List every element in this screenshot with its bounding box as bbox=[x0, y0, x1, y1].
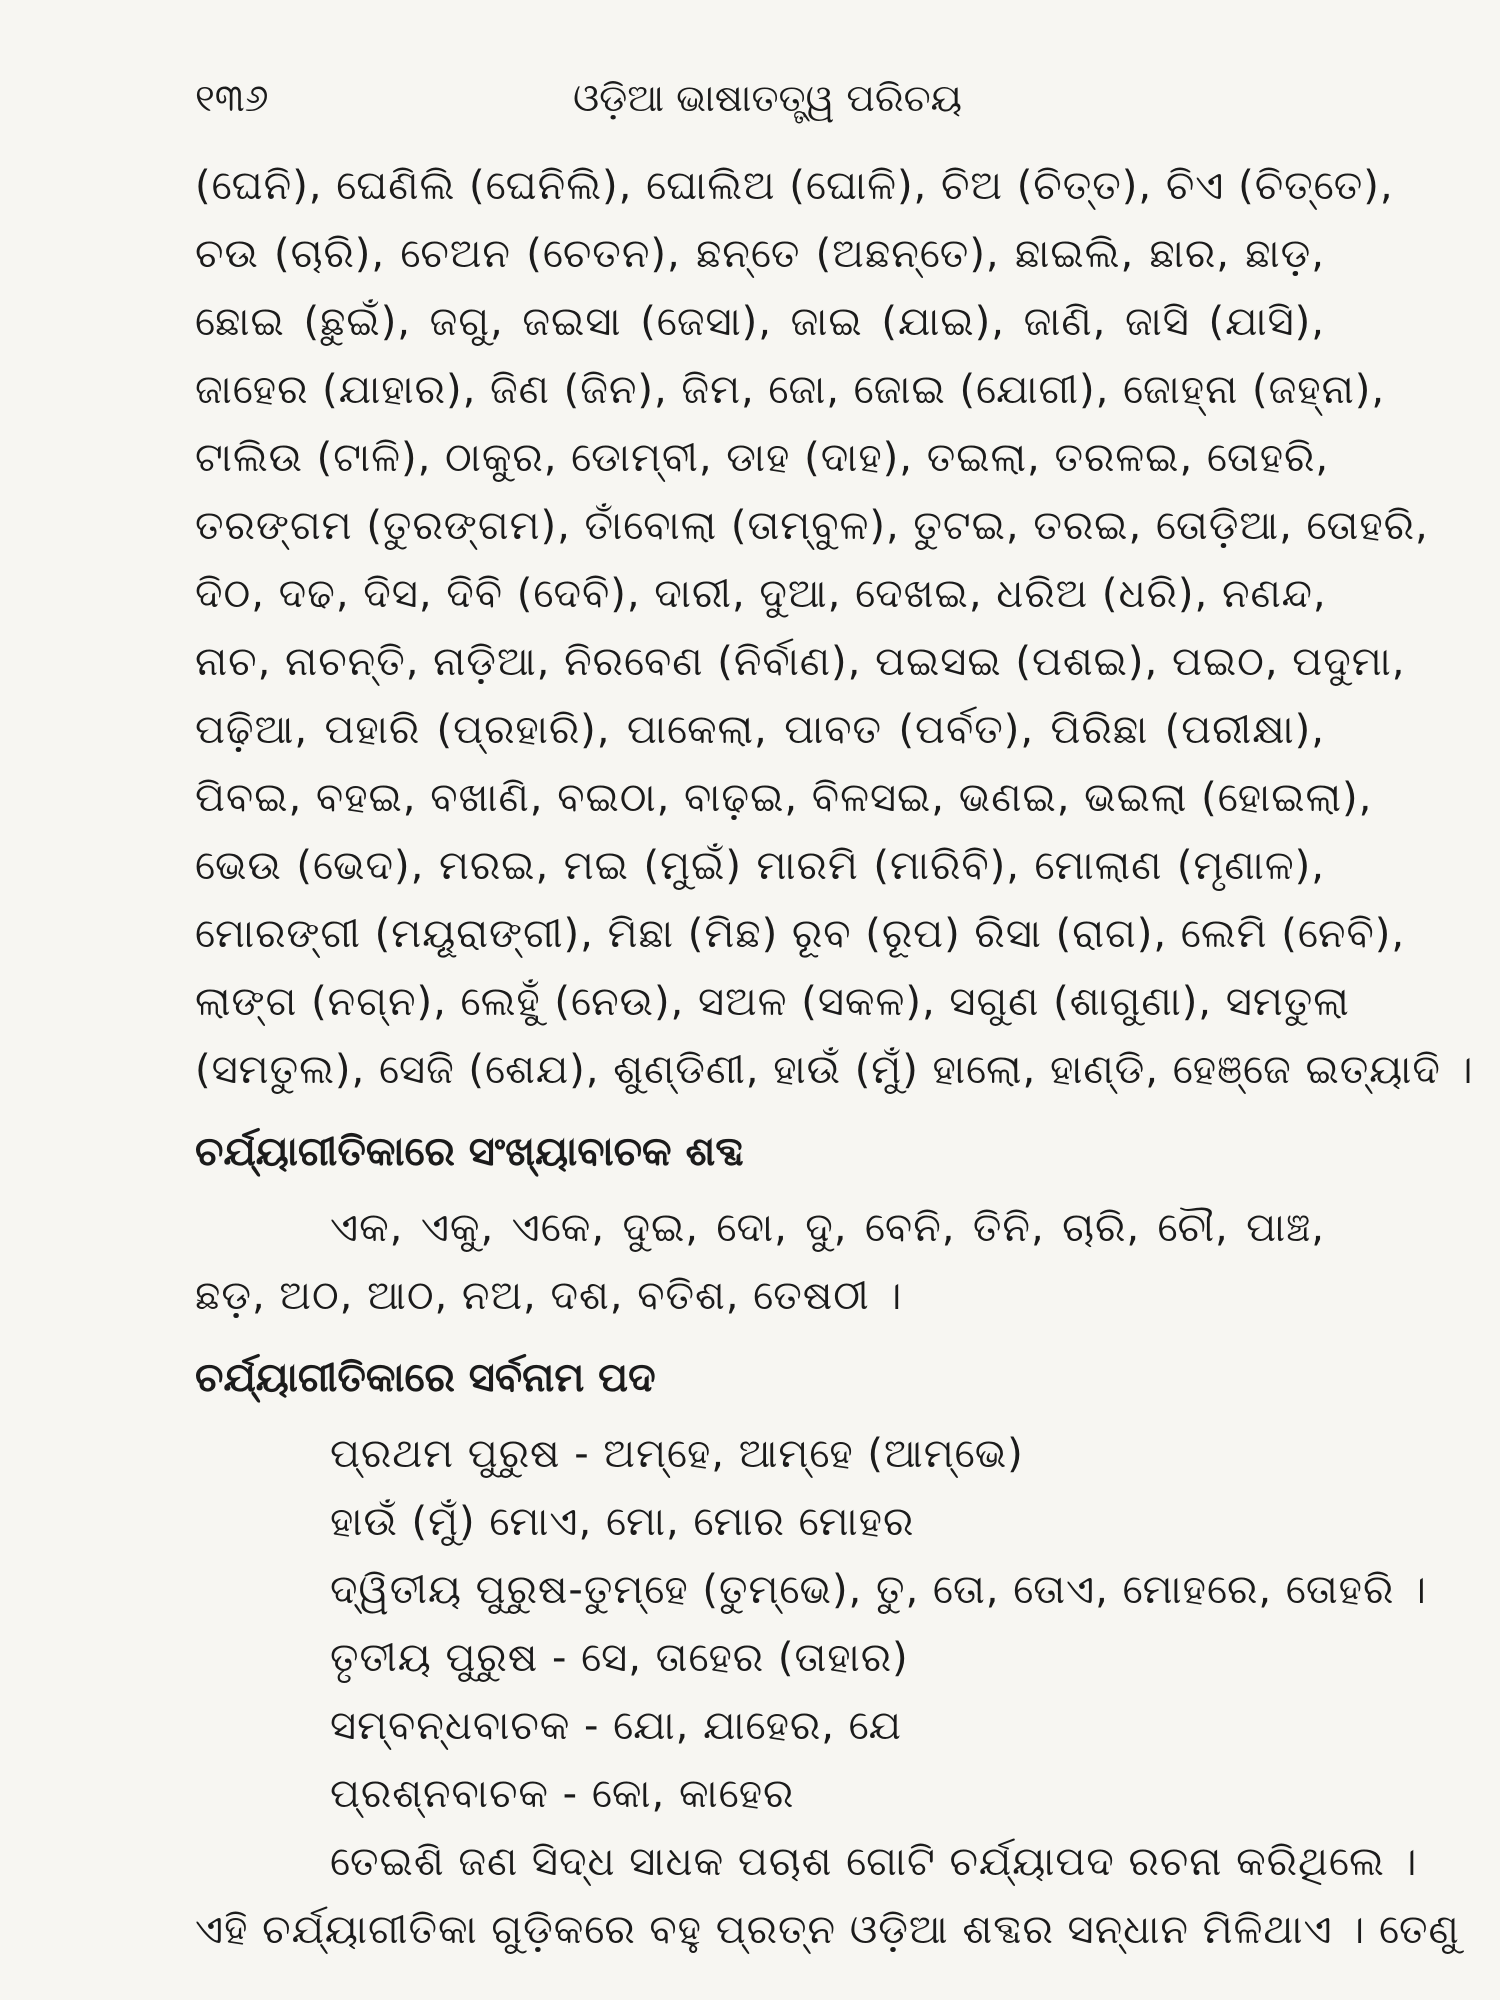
text-line: ଭେଉ (ଭେଦ), ମରଇ, ମଇ (ମୁଇଁ) ମାରମି (ମାରିବି), ମୋଲାଣ (ମୃଣାଳ), bbox=[195, 843, 1325, 889]
body-text bbox=[195, 152, 1474, 1964]
list-item: ଦ୍ୱିତୀୟ ପୁରୁଷ-ତୁମ୍ହେ (ତୁମ୍ଭେ), ତୁ, ତୋ, ତୋଏ, ମୋହରେ, ତୋହରି । bbox=[330, 1567, 1427, 1613]
text-line: ତେଇଶି ଜଣ ସିଦ୍ଧ ସାଧକ ପଚାଶ ଗୋଟି ଚର୍ଯ୍ୟାପଦ ରଚନା କରିଥିଲେ । bbox=[330, 1839, 1418, 1885]
text-line: ଏକ, ଏକୁ, ଏକେ, ଦୁଇ, ଦୋ, ଦୁ, ବେନି, ତିନି, ଚାରି, ଚୌ, ପାଞ୍ଚ, bbox=[330, 1205, 1325, 1251]
text-line: ଟାଲିଉ (ଟାଳି), ଠାକୁର, ଡୋମ୍ବୀ, ଡାହ (ଦାହ), ତଇଲା, ତରଳଇ, ତୋହରି, bbox=[195, 435, 1330, 481]
text-line: ମୋରଙ୍ଗୀ (ମୟୂରାଙ୍ଗୀ), ମିଛା (ମିଛ) ରୂବ (ରୂପ) ରିସା (ରାଗ), ଲେମି (ନେବି), bbox=[195, 911, 1406, 957]
text-line: (ସମତୁଲ), ସେଜି (ଶେଯ), ଶୁଣ୍ଡିଣୀ, ହାଉଁ (ମୁଁ) ହାଲୋ, ହାଣ୍ଡି, ହେଞ୍ଜେ ଇତ୍ୟାଦି । bbox=[195, 1047, 1474, 1093]
text-line: ଚଉ (ଚାରି), ଚେଅନ (ଚେତନ), ଛନ୍ତେ (ଅଛନ୍ତେ), ଛାଇଲି, ଛାର, ଛାଡ଼, bbox=[195, 231, 1325, 277]
running-title: ଓଡ଼ିଆ ଭାଷାତତ୍ତ୍ୱ ପରିଚୟ bbox=[572, 76, 963, 120]
section-heading-numerals: ଚର୍ଯ୍ୟାଗୀତିକାରେ ସଂଖ୍ୟାବାଚକ ଶବ୍ଦ bbox=[195, 1129, 744, 1175]
text-line: ତରଙ୍ଗମ (ତୁରଙ୍ଗମ), ତାଁବୋଲା (ତାମ୍ବୁଳ), ତୁଟଇ, ତରଇ, ତୋଡ଼ିଆ, ତୋହରି, bbox=[195, 503, 1429, 549]
section-heading-pronouns: ଚର୍ଯ୍ୟାଗୀତିକାରେ ସର୍ବନାମ ପଦ bbox=[195, 1355, 656, 1401]
text-line: ନାଚ, ନାଚନ୍ତି, ନାଡ଼ିଆ, ନିରବେଣ (ନିର୍ବାଣ), ପଇସଇ (ପଶଇ), ପଇଠ, ପଦୁମା, bbox=[195, 639, 1406, 685]
closing-paragraph bbox=[195, 1828, 1460, 1964]
list-item: ପ୍ରଥମ ପୁରୁଷ - ଅମ୍ହେ, ଆମ୍ହେ (ଆମ୍ଭେ) bbox=[330, 1431, 1024, 1477]
word-list-paragraph bbox=[195, 152, 1474, 1104]
numerals-paragraph bbox=[195, 1194, 1325, 1330]
list-item: ପ୍ରଶ୍ନବାଚକ - କୋ, କାହେର bbox=[330, 1771, 795, 1817]
text-line: (ଘେନି), ଘେଣିଲି (ଘେନିଲି), ଘୋଲିଅ (ଘୋଳି), ଚିଅ (ଚିତ୍ତ), ଚିଏ (ଚିତ୍ତେ), bbox=[195, 163, 1394, 209]
text-line: ଛୋଇ (ଛୁଇଁ), ଜଗୁ, ଜଇସା (ଜେସା), ଜାଇ (ଯାଇ), ଜାଣି, ଜାସି (ଯାସି), bbox=[195, 299, 1325, 345]
text-line: ଦିଠ, ଦଢ, ଦିସ, ଦିବି (ଦେବି), ଦାରୀ, ଦୁଆ, ଦେଖଇ, ଧରିଅ (ଧରି), ନଣନ୍ଦ, bbox=[195, 571, 1327, 617]
pronoun-list bbox=[195, 1420, 1427, 1828]
text-line: ଛଡ଼, ଅଠ, ଆଠ, ନଅ, ଦଶ, ବତିଶ, ତେଷଠୀ । bbox=[195, 1273, 903, 1319]
text-line: ଏହି ଚର୍ଯ୍ୟାଗୀତିକା ଗୁଡ଼ିକରେ ବହୁ ପ୍ରତ୍ନ ଓଡ଼ିଆ ଶବ୍ଦର ସନ୍ଧାନ ମିଳିଥାଏ । ତେଣୁ bbox=[195, 1907, 1460, 1953]
page-header bbox=[195, 68, 1340, 128]
list-item: ହାଉଁ (ମୁଁ) ମୋଏ, ମୋ, ମୋର ମୋହର bbox=[330, 1499, 915, 1545]
list-item: ତୃତୀୟ ପୁରୁଷ - ସେ, ତାହେର (ତାହାର) bbox=[330, 1635, 909, 1681]
text-line: ପଢ଼ିଆ, ପହାରି (ପ୍ରହାରି), ପାକେଲା, ପାବତ (ପର୍ବତ), ପିରିଛା (ପରୀକ୍ଷା), bbox=[195, 707, 1325, 753]
list-item: ସମ୍ବନ୍ଧବାଚକ - ଯୋ, ଯାହେର, ଯେ bbox=[330, 1703, 903, 1749]
text-line: ଲାଙ୍ଗ (ନଗ୍ନ), ଲେହୁଁ (ନେଉ), ସଅଳ (ସକଳ), ସଗୁଣ (ଶାଗୁଣା), ସମତୁଲା bbox=[195, 979, 1350, 1025]
text-line: ଜାହେର (ଯାହାର), ଜିଣ (ଜିନ), ଜିମ, ଜୋ, ଜୋଇ (ଯୋଗୀ), ଜୋହ୍ନା (ଜହ୍ନା), bbox=[195, 367, 1386, 413]
text-line: ପିବଇ, ବହଇ, ବଖାଣି, ବଇଠା, ବାଢ଼ଇ, ବିଳସଇ, ଭଣଇ, ଭଇଲା (ହୋଇଲା), bbox=[195, 775, 1373, 821]
page-number: ୧୩୬ bbox=[195, 76, 269, 120]
